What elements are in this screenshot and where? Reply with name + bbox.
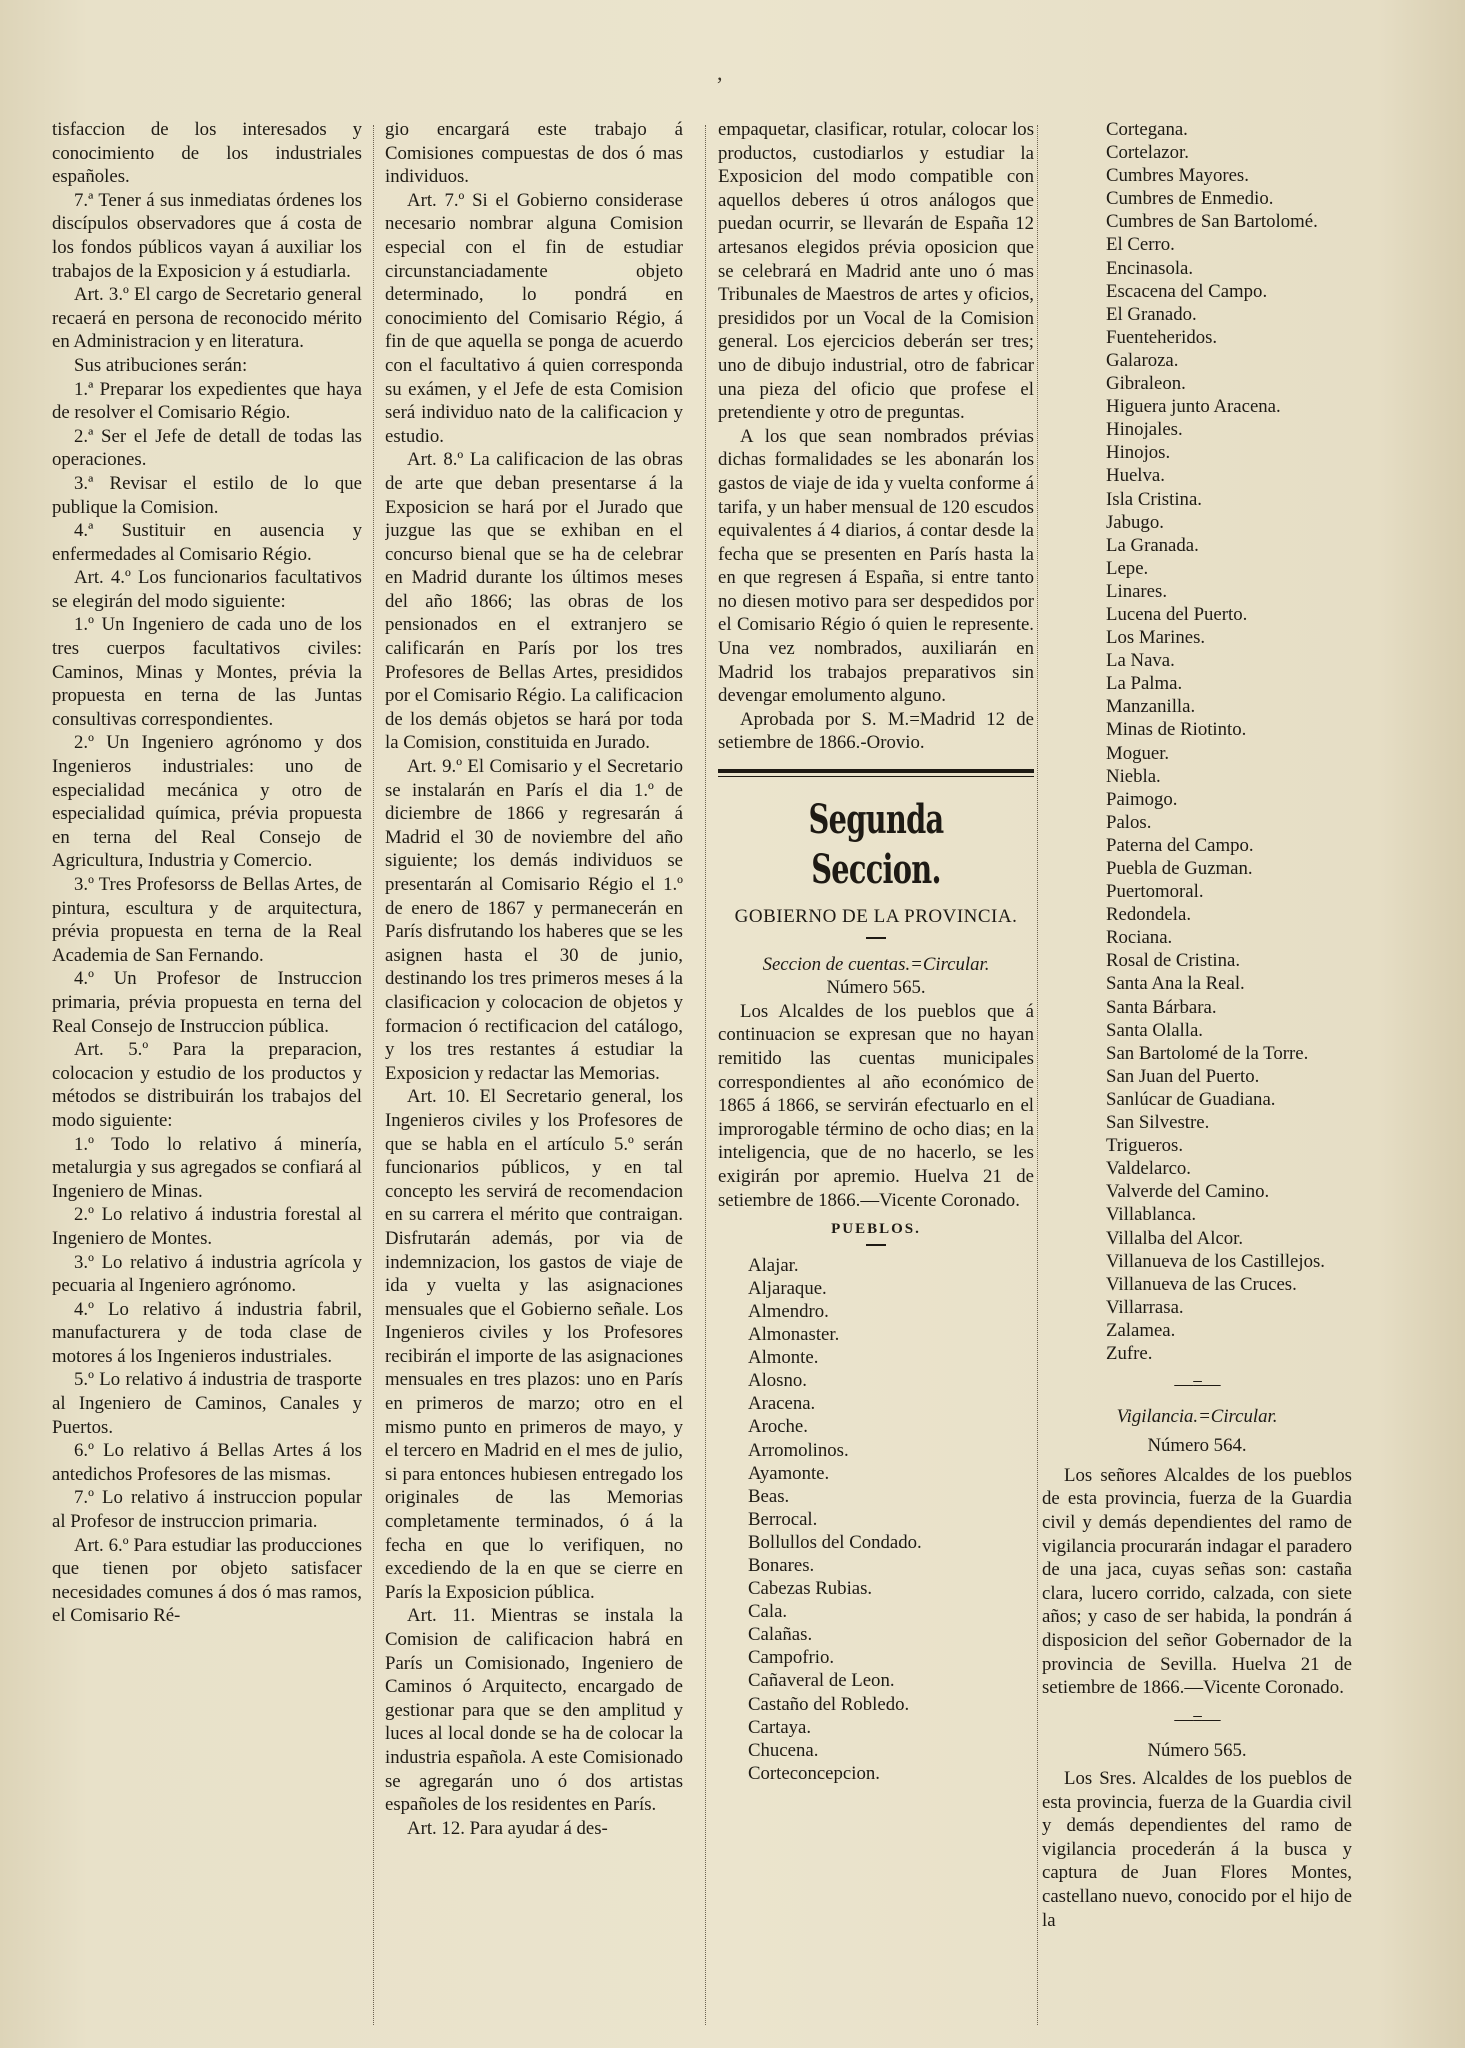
list-item: La Nava. <box>1106 650 1175 672</box>
list-item: San Bartolomé de la Torre. <box>1106 1042 1309 1064</box>
list-item: Minas de Riotinto. <box>1106 719 1247 741</box>
paragraph: Art. 9.º El Comisario y el Secretario se instalarán en París el dia 1.º de diciembre de 1866 y regresarán á Madrid el 30 de noviembre del año siguiente; los demás individuos se presentarán al Comisario Régio el 1.º de enero de 1867 y permanecerán en París disfrutando los haberes que se les asignen hasta el 30 de junio, destinando los tres primeros meses á la clasificacion y colocacion de objetos y formacion ó rectificacion del catálogo, y los tres restantes á estudiar la Exposicion y redactar las Memorias. <box>385 756 683 1084</box>
pueblos-heading: PUEBLOS. <box>831 1221 921 1238</box>
paragraph: 1.º Un Ingeniero de cada uno de los tres cuerpos facultativos civiles: Caminos, Minas y Montes, prévia la propuesta en terna de las Juntas consultivas correspondientes. <box>52 614 362 730</box>
column-1 <box>52 118 362 2038</box>
list-item: Santa Olalla. <box>1106 1019 1204 1041</box>
list-item: Campofrio. <box>748 1647 835 1669</box>
list-item: Lucena del Puerto. <box>1106 603 1248 625</box>
numero-heading: Número 564. <box>1147 1435 1247 1457</box>
list-item: Los Marines. <box>1106 627 1206 649</box>
paragraph: empaquetar, clasificar, rotular, colocar los productos, custodiarlos y estudiar la Exposicion del modo compatible con aquellos deberes ú otros análogos que puedan ocurrir, se llevarán de España 12 artesanos elegidos prévia oposicion que se celebrará en Madrid ante uno ó mas Tribunales de Maestros de artes y oficios, presididos por un Vocal de la Comision general. Los ejercicios deberán ser tres; uno de dibujo industrial, otro de fabricar una pieza del oficio que profese el pretendiente y otro de preguntas. <box>718 119 1034 424</box>
list-item: Rociana. <box>1106 927 1173 949</box>
list-item: Bonares. <box>748 1554 815 1576</box>
list-item: Cabezas Rubias. <box>748 1578 873 1600</box>
column-3 <box>718 118 1034 2038</box>
paragraph: 4.º Lo relativo á industria fabril, manufacturera y de toda clase de motores á los Ingenieros industriales. <box>52 1298 362 1367</box>
numero-heading: Número 565. <box>826 977 926 999</box>
paragraph: Art. 3.º El cargo de Secretario general recaerá en persona de reconocido mérito en Administracion y en literatura. <box>52 284 362 353</box>
list-item: Manzanilla. <box>1106 696 1196 718</box>
paragraph: Los Sres. Alcaldes de los pueblos de esta provincia, fuerza de la Guardia civil y demás dependientes del ramo de vigilancia procederán á la busca y captura de Juan Flores Montes, castellano nuevo, conocido por el hijo de la <box>1042 1767 1352 1931</box>
paragraph: Art. 5.º Para la preparacion, colocacion y estudio de los productos y métodos se distribuirán los trabajos del modo siguiente: <box>52 1039 362 1131</box>
list-item: Fuenteheridos. <box>1106 326 1218 348</box>
paragraph: 4.ª Sustituir en ausencia y enfermedades al Comisario Régio. <box>52 520 362 565</box>
section-subtitle: Seccion de cuentas.=Circular. <box>762 953 990 975</box>
paragraph: 5.º Lo relativo á industria de trasporte al Ingeniero de Caminos, Canales y Puertos. <box>52 1369 362 1438</box>
list-item: Alajar. <box>748 1254 799 1276</box>
paragraph: Art. 11. Mientras se instala la Comision de calificacion habrá en París un Comisionado, Ingeniero de Caminos ó Arquitecto, encargado de gestionar para que se den amplitud y luces al local donde se ha de colocar la industria española. A este Comisionado se agregarán uno ó dos artistas españoles de los residentes en París. <box>385 1605 683 1816</box>
list-item: Cumbres de San Bartolomé. <box>1106 211 1318 233</box>
column-divider <box>705 125 706 2025</box>
column-2 <box>385 118 683 2038</box>
paragraph: Los señores Alcaldes de los pueblos de esta provincia, fuerza de la Guardia civil y demás dependientes del ramo de vigilancia procurarán indagar el paradero de una jaca, cuyas señas son: castaña clara, lucero corrido, calzada, con siete años; y caso de ser habida, la pondrán á disposicion del señor Gobernador de la provincia de Sevilla. Huelva 21 de setiembre de 1866.—Vicente Coronado. <box>1042 1464 1352 1699</box>
list-item: Cumbres de Enmedio. <box>1106 188 1274 210</box>
list-item: Isla Cristina. <box>1106 488 1202 510</box>
paragraph: 6.º Lo relativo á Bellas Artes á los antedichos Profesores de las mismas. <box>52 1440 362 1485</box>
paragraph: 1.º Todo lo relativo á minería, metalurgia y sus agregados se confiará al Ingeniero de Minas. <box>52 1133 362 1202</box>
paragraph: Aprobada por S. M.=Madrid 12 de setiembre de 1866.-Orovio. <box>718 708 1034 754</box>
list-item: Almonaster. <box>748 1324 840 1346</box>
list-item: Arromolinos. <box>748 1439 849 1461</box>
column-divider <box>1037 125 1038 2025</box>
short-rule <box>866 937 886 939</box>
list-item: Berrocal. <box>748 1508 818 1530</box>
list-item: Zufre. <box>1106 1342 1153 1364</box>
numero-heading: Número 565. <box>1147 1740 1247 1762</box>
section-title: Segunda Seccion. <box>808 796 944 894</box>
paragraph: 7.ª Tener á sus inmediatas órdenes los discípulos observadores que á costa de los fondos públicos vayan á auxiliar los trabajos de la Exposicion y á estudiarla. <box>52 189 362 282</box>
paragraph: Art. 12. Para ayudar á des- <box>407 1817 608 1839</box>
section-rule <box>718 769 1034 777</box>
paragraph: Art. 10. El Secretario general, los Ingenieros civiles y los Profesores de que se habla en el artículo 5.º serán funcionarios públicos, y en tal concepto les servirá de recomendacion en su carrera el mérito que contraigan. Disfrutarán además, por via de indemnizacion, los gastos de viaje de ida y vuelta y las asignaciones mensuales que el Gobierno señale. Los Ingenieros civiles y los Profesores recibirán el importe de las asignaciones mensuales en tres plazos: uno en París en primeros de marzo; otro en el mismo punto en primeros de mayo, y el tercero en Madrid en el mes de julio, si para entonces hubiesen entregado los originales de las Memorias completamente terminados, ó á la fecha en que lo verifiquen, no excediendo de la en que se cierre en París la Exposicion pública. <box>385 1086 683 1603</box>
column-divider <box>373 125 374 2025</box>
list-item: Valdelarco. <box>1106 1158 1191 1180</box>
list-item: Bollullos del Condado. <box>748 1531 922 1553</box>
list-item: Puertomoral. <box>1106 881 1204 903</box>
list-item: Sanlúcar de Guadiana. <box>1106 1088 1276 1110</box>
list-item: Alosno. <box>748 1370 807 1392</box>
paragraph: Art. 6.º Para estudiar las producciones que tienen por objeto satisfacer necesidades comunes á dos ó mas ramos, el Comisario Ré- <box>52 1534 362 1627</box>
paragraph: Art. 7.º Si el Gobierno considerase necesario nombrar alguna Comision especial con el fin de estudiar circunstanciadamente objeto determinado, lo pondrá en conocimiento del Comisario Régio, á fin de que aquella se ponga de acuerdo con el facultativo á quien corresponda su exámen, y el Jefe de esta Comision será individuo nato de la calificacion y estudio. <box>385 189 683 447</box>
list-item: Aracena. <box>748 1393 816 1415</box>
list-item: El Cerro. <box>1106 234 1175 256</box>
list-item: Gibraleon. <box>1106 373 1186 395</box>
list-item: Calañas. <box>748 1624 813 1646</box>
list-item: Santa Bárbara. <box>1106 996 1217 1018</box>
paragraph: 3.ª Revisar el estilo de lo que publique la Comision. <box>52 472 362 518</box>
list-item: Castaño del Robledo. <box>748 1693 910 1715</box>
list-item: Hinojos. <box>1106 442 1171 464</box>
list-item: Villablanca. <box>1106 1204 1197 1226</box>
margin-mark: , <box>717 60 723 85</box>
pueblos-list-continued <box>1042 118 1352 1365</box>
paragraph: 3.º Tres Profesorss de Bellas Artes, de pintura, escultura y de arquitectura, prévia propuesta en terna de la Real Academia de San Fernando. <box>52 874 362 966</box>
list-item: El Granado. <box>1106 303 1197 325</box>
paragraph: Sus atribuciones serán: <box>74 354 248 376</box>
paragraph: 7.º Lo relativo á instruccion popular al Profesor de instruccion primaria. <box>52 1487 362 1533</box>
paragraph: A los que sean nombrados prévias dichas formalidades se les abonarán los gastos de viaje de ida y vuelta conforme á tarifa, y un haber mensual de 120 escudos equivalentes á 4 diarios, á contar desde la fecha que se presenten en París hasta la en que regresen á España, si entre tanto no diesen motivo para ser despedidos por el Comisario Régio ó quien le represente. Una vez nombrados, auxiliarán en Madrid los trabajos preparativos sin devengar emolumento alguno. <box>718 425 1034 707</box>
paragraph: gio encargará este trabajo á Comisiones compuestas de dos ó mas individuos. <box>385 119 683 188</box>
list-item: Trigueros. <box>1106 1135 1184 1157</box>
paragraph: 2.ª Ser el Jefe de detall de todas las operaciones. <box>52 425 362 471</box>
list-item: Valverde del Camino. <box>1106 1181 1270 1203</box>
list-item: Almendro. <box>748 1300 829 1322</box>
list-item: Cartaya. <box>748 1716 812 1738</box>
list-item: Cala. <box>748 1601 788 1623</box>
list-item: Puebla de Guzman. <box>1106 858 1253 879</box>
list-item: Villanueva de las Cruces. <box>1106 1273 1297 1295</box>
list-item: Cortelazor. <box>1106 142 1189 164</box>
paragraph: 2.º Lo relativo á industria forestal al Ingeniero de Montes. <box>52 1204 362 1249</box>
list-item: Hinojales. <box>1106 419 1183 441</box>
list-item: Paterna del Campo. <box>1106 834 1254 856</box>
circular-text: Los Alcaldes de los pueblos que á continuacion se expresan que no hayan remitido las cuentas municipales correspondientes al año económico de 1865 á 1866, se servirán efectuarlo en el improrogable término de ocho dias; en la inteligencia, que de no hacerlo, se les exigirán por apremio. Huelva 21 de setiembre de 1866.—Vicente Coronado. <box>718 1000 1034 1211</box>
list-item: Linares. <box>1106 580 1168 602</box>
list-item: Cumbres Mayores. <box>1106 165 1249 187</box>
paragraph: Art. 8.º La calificacion de las obras de arte que deban presentarse á la Exposicion se hará por el Jurado que juzgue las que se exhiban en el concurso bienal que se ha de celebrar en Madrid durante los últimos meses del año 1866; las obras de los pensionados en el extranjero se calificarán en París por los tres Profesores de Bellas Artes, presididos por el Comisario Régio. La calificacion de los demás objetos se hará por toda la Comision, constituida en Jurado. <box>385 449 683 754</box>
paragraph: 1.ª Preparar los expedientes que haya de resolver el Comisario Régio. <box>52 378 362 424</box>
short-rule <box>866 1244 886 1246</box>
list-item: Lepe. <box>1106 557 1149 579</box>
list-item: Aljaraque. <box>748 1277 827 1299</box>
paragraph: 2.º Un Ingeniero agrónomo y dos Ingenieros industriales: uno de especialidad mecánica y otro de especialidad química, prévia propuesta en terna del Real Consejo de Agricultura, Industria y Comercio. <box>52 732 362 872</box>
list-item: Cortegana. <box>1106 119 1188 140</box>
list-item: Aroche. <box>748 1416 808 1438</box>
list-item: Villanueva de los Castillejos. <box>1106 1250 1325 1272</box>
pueblos-list <box>718 1254 1034 1785</box>
list-item: Cañaveral de Leon. <box>748 1670 895 1692</box>
list-item: Galaroza. <box>1106 349 1179 371</box>
list-item: Encinasola. <box>1106 257 1194 279</box>
paragraph: tisfaccion de los interesados y conocimiento de los industriales españoles. <box>52 119 362 188</box>
paragraph: 3.º Lo relativo á industria agrícola y pecuaria al Ingeniero agrónomo. <box>52 1251 362 1297</box>
list-item: Almonte. <box>748 1347 819 1369</box>
list-item: Zalamea. <box>1106 1319 1176 1341</box>
list-item: Huelva. <box>1106 465 1165 487</box>
list-item: Escacena del Campo. <box>1106 280 1268 302</box>
vigilancia-title: Vigilancia.=Circular. <box>1116 1405 1278 1427</box>
list-item: Rosal de Cristina. <box>1106 950 1241 972</box>
list-item: La Granada. <box>1106 534 1199 556</box>
list-item: Palos. <box>1106 811 1152 833</box>
list-item: Paimogo. <box>1106 788 1178 810</box>
list-item: La Palma. <box>1106 673 1183 695</box>
list-item: Ayamonte. <box>748 1462 830 1484</box>
list-item: Villalba del Alcor. <box>1106 1227 1244 1249</box>
paragraph: Art. 4.º Los funcionarios facultativos se elegirán del modo siguiente: <box>52 567 362 612</box>
government-heading: GOBIERNO DE LA PROVINCIA. <box>734 906 1018 928</box>
list-item: Chucena. <box>748 1739 819 1761</box>
column-4 <box>1042 118 1352 2038</box>
list-item: San Juan del Puerto. <box>1106 1065 1260 1087</box>
list-item: Redondela. <box>1106 904 1192 926</box>
list-item: San Silvestre. <box>1106 1112 1210 1134</box>
list-item: Villarrasa. <box>1106 1296 1184 1318</box>
list-item: Jabugo. <box>1106 511 1164 533</box>
separator: —=— <box>1174 1374 1220 1396</box>
separator: —=— <box>1174 1708 1220 1730</box>
list-item: Niebla. <box>1106 765 1161 787</box>
list-item: Corteconcepcion. <box>748 1762 880 1784</box>
list-item: Moguer. <box>1106 742 1170 764</box>
list-item: Beas. <box>748 1485 790 1507</box>
paragraph: 4.º Un Profesor de Instruccion primaria, prévia propuesta en terna del Real Consejo de Instruccion pública. <box>52 968 362 1037</box>
list-item: Santa Ana la Real. <box>1106 973 1245 995</box>
list-item: Higuera junto Aracena. <box>1106 396 1281 418</box>
